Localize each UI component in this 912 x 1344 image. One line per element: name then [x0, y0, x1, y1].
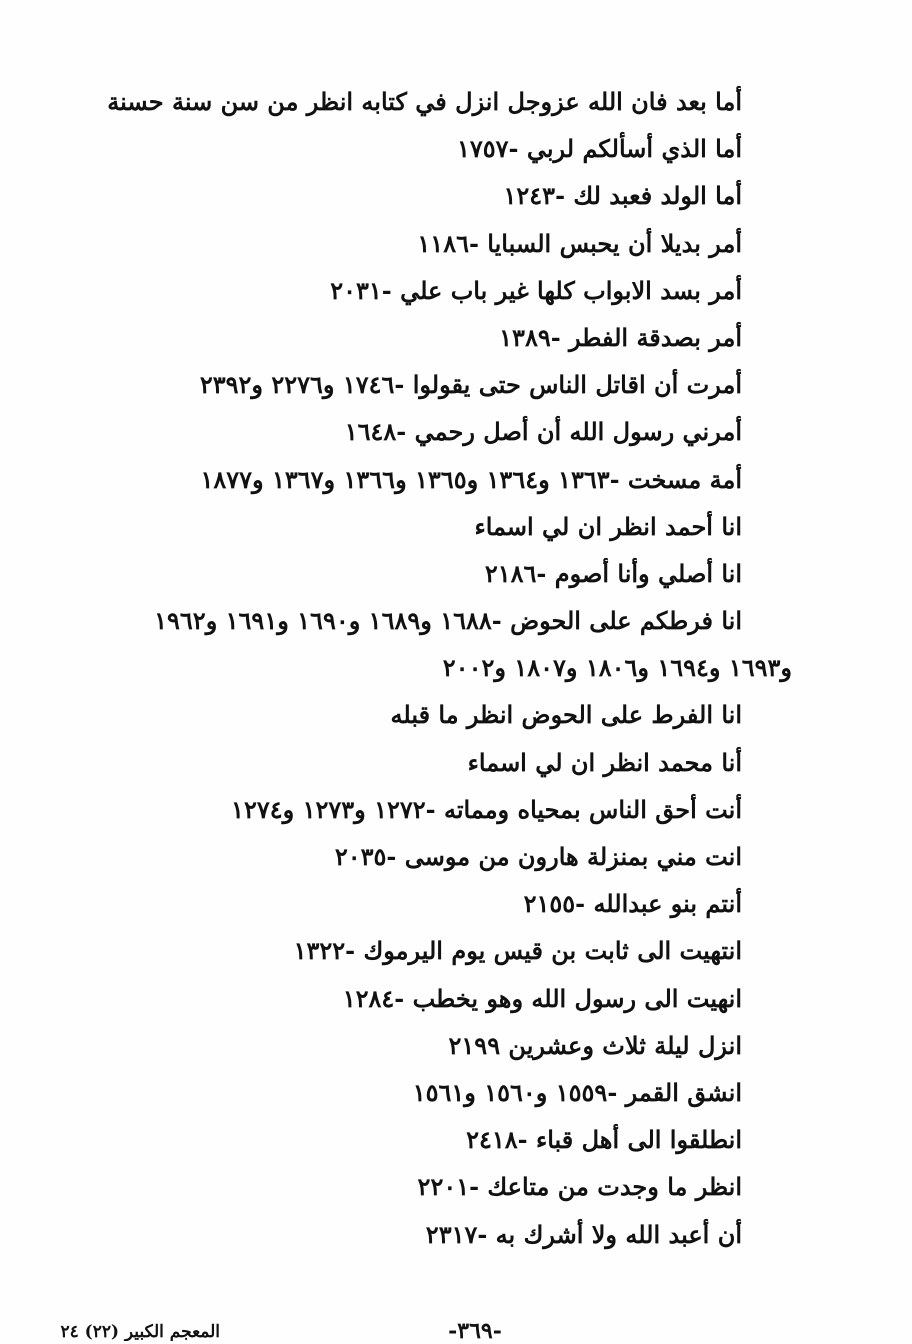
index-entry: أمر بديلا أن يحبس السبايا -١١٨٦	[417, 228, 742, 258]
index-entry: أنتم بنو عبدالله -٢١٥٥	[523, 889, 742, 919]
index-entry: انا فرطكم على الحوض -١٦٨٨ و١٦٨٩ و١٦٩٠ و١٦٩١ و١٩٦٢	[154, 606, 742, 636]
index-entry: أمة مسخت -١٣٦٣ و١٣٦٤ و١٣٦٥ و١٣٦٦ و١٣٦٧ و١٨٧٧	[200, 464, 742, 494]
index-entry: انشق القمر -١٥٥٩ و١٥٦٠ و١٥٦١	[412, 1077, 742, 1107]
index-entry: أنا محمد انظر ان لي اسماء	[467, 747, 742, 777]
index-entry: انطلقوا الى أهل قباء -٢٤١٨	[466, 1125, 742, 1155]
index-entry: انهيت الى رسول الله وهو يخطب -١٢٨٤	[342, 983, 742, 1013]
index-entry: أما الولد فعبد لك -١٢٤٣	[503, 181, 742, 211]
index-entry: أما الذي أسألكم لربي -١٧٥٧	[456, 134, 742, 164]
index-entry: انا أحمد انظر ان لي اسماء	[474, 511, 742, 541]
running-footer-reference: المعجم الكبير (٢٢) ٢٤	[60, 1322, 220, 1341]
index-entry: انا أصلي وأنا أصوم -٢١٨٦	[484, 558, 742, 588]
index-entry: انتهيت الى ثابت بن قيس يوم اليرموك -١٣٢٢	[293, 936, 742, 966]
index-entry: أمرت أن اقاتل الناس حتى يقولوا -١٧٤٦ و٢٢٧٦ و٢٣٩٢	[199, 370, 742, 400]
index-entries	[62, 78, 792, 1258]
index-entry: أنت أحق الناس بمحياه ومماته -١٢٧٢ و١٢٧٣ و١٢٧٤	[231, 794, 742, 824]
index-entry: انا الفرط على الحوض انظر ما قبله	[390, 700, 742, 730]
page-number: -٣٦٩-	[448, 1318, 502, 1344]
index-entry: أمرني رسول الله أن أصل رحمي -١٦٤٨	[344, 417, 742, 447]
index-entry: انظر ما وجدت من متاعك -٢٢٠١	[417, 1172, 742, 1202]
index-entry: أمر بصدقة الفطر -١٣٨٩	[499, 322, 742, 352]
index-entry: انزل ليلة ثلاث وعشرين ٢١٩٩	[448, 1030, 742, 1060]
index-entry: انت مني بمنزلة هارون من موسى -٢٠٣٥	[334, 842, 742, 871]
index-entry: أمر بسد الابواب كلها غير باب علي -٢٠٣١	[330, 275, 742, 305]
index-entry: أن أعبد الله ولا أشرك به -٢٣١٧	[425, 1219, 742, 1249]
index-entry: أما بعد فان الله عزوجل انزل في كتابه انظر من سن سنة حسنة	[107, 87, 742, 116]
index-entry-continuation: و١٦٩٣ و١٦٩٤ و١٨٠٦ و١٨٠٧ و٢٠٠٢	[442, 653, 792, 683]
